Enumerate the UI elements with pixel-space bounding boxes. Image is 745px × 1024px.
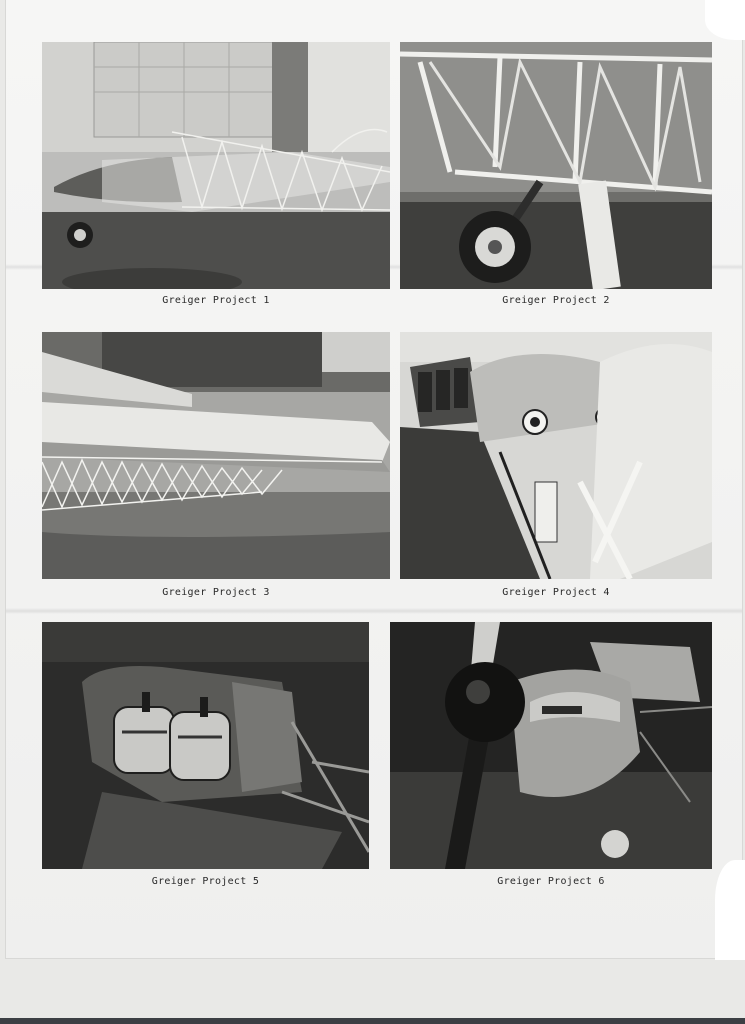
photo-greiger-project-1 bbox=[42, 42, 390, 289]
page-fold-crease bbox=[6, 608, 742, 614]
photo-greiger-project-4 bbox=[400, 332, 712, 579]
photo-greiger-project-3 bbox=[42, 332, 390, 579]
scanner-edge bbox=[0, 1018, 745, 1024]
photo-caption: Greiger Project 4 bbox=[502, 587, 610, 598]
photo-caption: Greiger Project 2 bbox=[502, 295, 610, 306]
photo-greiger-project-2 bbox=[400, 42, 712, 289]
photo-caption: Greiger Project 5 bbox=[151, 876, 260, 887]
photo-caption: Greiger Project 6 bbox=[497, 876, 605, 887]
photo-caption: Greiger Project 3 bbox=[162, 587, 270, 598]
photo-caption: Greiger Project 1 bbox=[162, 295, 270, 306]
photo-greiger-project-5 bbox=[42, 622, 369, 869]
photo-greiger-project-6 bbox=[390, 622, 712, 869]
torn-edge bbox=[715, 860, 745, 960]
